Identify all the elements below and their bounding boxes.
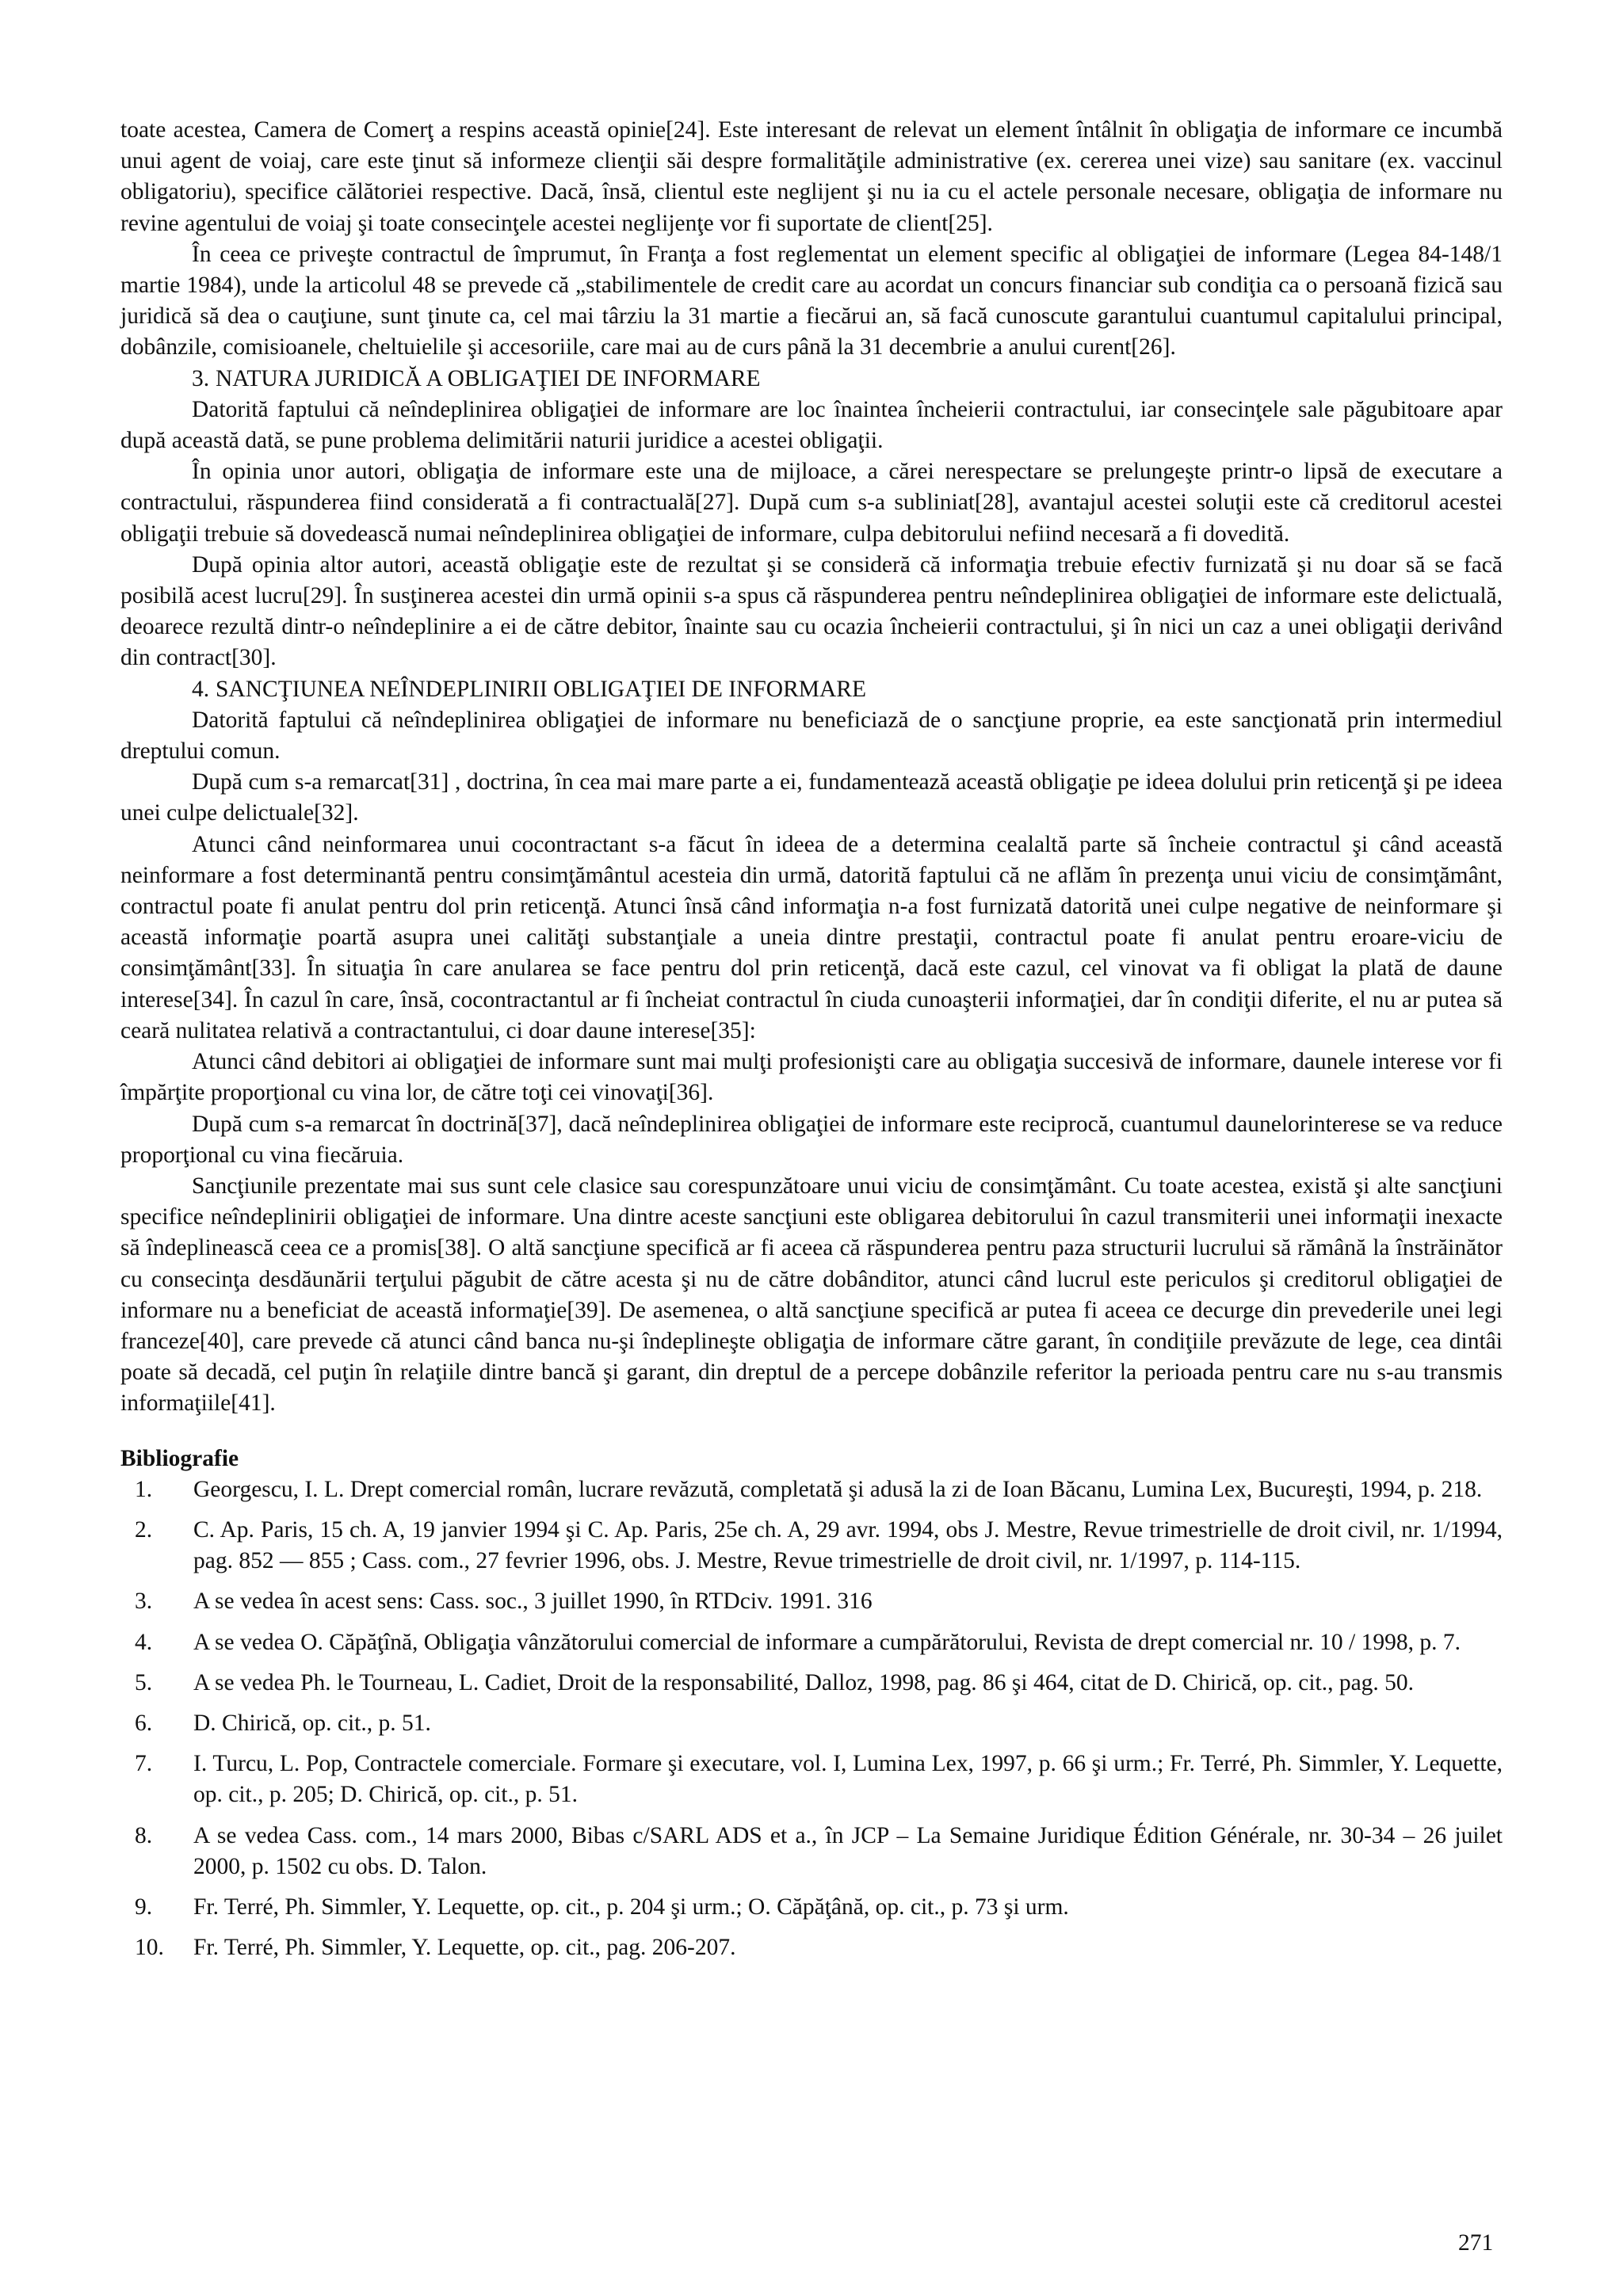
item-number: 3.: [135, 1589, 153, 1615]
item-text: Fr. Terré, Ph. Simmler, Y. Lequette, op. cit., p. 204 şi urm.; O. Căpăţână, op. cit., p. 73 şi urm.: [193, 1894, 1069, 1920]
bibliography-item: [120, 1708, 1503, 1739]
item-text: Fr. Terré, Ph. Simmler, Y. Lequette, op. cit., pag. 206-207.: [193, 1935, 736, 1961]
section-number: 4.: [192, 676, 210, 702]
section-heading-4: [120, 674, 1503, 705]
bibliography-item: [120, 1668, 1503, 1699]
body-paragraph: După cum s-a remarcat în doctrină[37], dacă neîndeplinirea obligaţiei de informare este reciprocă, cuantumul daunelorinterese se va reduce proporţional cu vina fiecăruia.: [120, 1111, 1503, 1168]
item-number: 8.: [135, 1822, 153, 1848]
item-text: C. Ap. Paris, 15 ch. A, 19 janvier 1994 şi C. Ap. Paris, 25e ch. A, 29 avr. 1994, obs J. Mestre, Revue trimestrielle de droit civil, nr. 1/1994, pag. 852 — 855 ; Cass. com., 27 fevrier 1996, obs. J. Mestre, Revue trimestrielle de droit civil, nr. 1/1997, p. 114-115.: [193, 1516, 1503, 1574]
bibliography-item: [120, 1586, 1503, 1617]
body-paragraph: După opinia altor autori, această obligaţie este de rezultat şi se consideră că informaţia trebuie efectiv furnizată şi nu doar să se facă posibilă acest lucru[29]. În susţinerea acestei din urmă opinii s-a spus că răspunderea pentru neîndeplinirea obligaţiei de informare este delictuală, deoarece rezultă dintr-o neîndeplinire a ei de către debitor, înainte sau cu ocazia încheierii contractului, şi în nici un caz a unei obligaţii derivând din contract[30].: [120, 551, 1503, 671]
item-number: 1.: [135, 1476, 153, 1502]
body-paragraph: Sancţiunile prezentate mai sus sunt cele clasice sau corespunzătoare unui viciu de consimţământ. Cu toate acestea, există şi alte sancţiuni specifice neîndeplinirii obligaţiei de informare. Una dintre aceste sancţiuni este obligarea debitorului în cazul transmiterii unei informaţii inexacte să îndeplinească ceea ce a promis[38]. O altă sancţiune specifică ar fi aceea că răspunderea pentru paza structurii lucrului să rămână la înstrăinător cu consecinţa desdăunării terţului păgubit de către acesta şi nu de către dobânditor, atunci când lucrul este periculos şi creditorul obligaţiei de informare nu a beneficiat de această informaţie[39]. De asemenea, o altă sancţiune specifică ar putea fi aceea ce decurge din prevederile unei legi franceze[40], care prevede că atunci când banca nu-şi îndeplineşte obligaţia de informare către garant, în condiţiile prevăzute de lege, cea dintâi poate să decadă, cel puţin în relaţiile dintre bancă şi garant, din dreptul de a percepe dobânzile referitor la perioada pentru care nu s-au transmis informaţiile[41].: [120, 1173, 1503, 1417]
item-number: 5.: [135, 1669, 153, 1695]
bibliography-item: [120, 1821, 1503, 1882]
section-title: SANCŢIUNEA NEÎNDEPLINIRII OBLIGAŢIEI DE INFORMARE: [216, 676, 867, 702]
section-number: 3.: [192, 365, 210, 391]
item-text: A se vedea O. Căpăţînă, Obligaţia vânzătorului comercial de informare a cumpărătorului, Revista de drept comercial nr. 10 / 1998, p. 7.: [193, 1629, 1461, 1655]
bibliography-item: [120, 1749, 1503, 1810]
item-text: D. Chirică, op. cit., p. 51.: [193, 1710, 431, 1736]
item-number: 10.: [135, 1935, 164, 1961]
body-paragraph: Datorită faptului că neîndeplinirea obligaţiei de informare are loc înaintea încheierii contractului, iar consecinţele sale păgubitoare apar după această dată, se pune problema delimitării naturii juridice a acestei obligaţii.: [120, 396, 1503, 454]
body-paragraph: În opinia unor autori, obligaţia de informare este una de mijloace, a cărei nerespectare se prelungeşte printr-o lipsă de executare a contractului, răspunderea fiind considerată a fi contractuală[27]. După cum s-a subliniat[28], avantajul acestei soluţii este că creditorul acestei obligaţii trebuie să dovedească numai neîndeplinirea obligaţiei de informare, culpa debitorului nefiind necesară a fi dovedită.: [120, 459, 1503, 547]
item-number: 7.: [135, 1751, 153, 1777]
body-paragraph: Atunci când neinformarea unui cocontractant s-a făcut în ideea de a determina cealaltă parte să încheie contractul şi când această neinformare a fost determinantă pentru consimţământul acesteia din urmă, datorită faptului că ne aflăm în prezenţa unui viciu de consimţământ, contractul poate fi anulat pentru dol prin reticenţă. Atunci însă când informaţia n-a fost furnizată datorită unei culpe negative de neinformare şi această informaţie poartă asupra unei calităţi substanţiale a uneia dintre prestaţii, contractul poate fi anulat pentru eroare-viciu de consimţământ[33]. În situaţia în care anularea se face pentru dol prin reticenţă, dacă este cazul, cel vinovat va fi obligat la plată de daune interese[34]. În cazul în care, însă, cocontractantul ar fi încheiat contractul în ciuda cunoaşterii informaţiei, dar în condiţii diferite, el nu ar putea să ceară nulitatea relativă a contractantului, ci doar daune interese[35]:: [120, 831, 1503, 1043]
bibliography-item: [120, 1515, 1503, 1577]
section-heading-3: [120, 364, 1503, 395]
body-paragraph: Datorită faptului că neîndeplinirea obligaţiei de informare nu beneficiază de o sancţiune proprie, ea este sancţionată prin intermediul dreptului comun.: [120, 707, 1503, 765]
item-number: 9.: [135, 1894, 153, 1920]
item-text: A se vedea Cass. com., 14 mars 2000, Bibas c/SARL ADS et a., în JCP – La Semaine Juridique Édition Générale, nr. 30-34 – 26 juilet 2000, p. 1502 cu obs. D. Talon.: [193, 1822, 1503, 1879]
bibliography-title: Bibliografie: [120, 1445, 239, 1471]
section-title: NATURA JURIDICĂ A OBLIGAŢIEI DE INFORMARE: [216, 365, 761, 391]
item-text: Georgescu, I. L. Drept comercial român, lucrare revăzută, completată şi adusă la zi de Ioan Băcanu, Lumina Lex, Bucureşti, 1994, p. 218.: [193, 1476, 1483, 1502]
body-paragraph: Atunci când debitori ai obligaţiei de informare sunt mai mulţi profesionişti care au obligaţia succesivă de informare, daunele interese vor fi împărţite proporţional cu vina lor, de către toţi cei vinovaţi[36].: [120, 1049, 1503, 1106]
bibliography-item: [120, 1627, 1503, 1658]
bibliography-item: [120, 1892, 1503, 1923]
bibliography-item: [120, 1932, 1503, 1963]
body-paragraph: toate acestea, Camera de Comerţ a respins această opinie[24]. Este interesant de relevat un element întâlnit în obligaţia de informare ce incumbă unui agent de voiaj, care este ţinut să informeze clienţii săi despre formalităţile administrative (ex. cererea unei vize) sau sanitare (ex. vaccinul obligatoriu), specifice călătoriei respective. Dacă, însă, clientul este neglijent şi nu ia cu el actele personale necesare, obligaţia de informare nu revine agentului de voiaj şi toate consecinţele acestei neglijenţe vor fi suportate de client[25].: [120, 117, 1503, 236]
item-number: 4.: [135, 1629, 153, 1655]
item-number: 6.: [135, 1710, 153, 1736]
item-number: 2.: [135, 1516, 153, 1543]
item-text: A se vedea Ph. le Tourneau, L. Cadiet, Droit de la responsabilité, Dalloz, 1998, pag. 86 şi 464, citat de D. Chirică, op. cit., pag. 50.: [193, 1669, 1415, 1695]
bibliography-item: [120, 1474, 1503, 1505]
body-paragraph: După cum s-a remarcat[31] , doctrina, în cea mai mare parte a ei, fundamentează această obligaţie pe ideea dolului prin reticenţă şi pe ideea unei culpe delictuale[32].: [120, 769, 1503, 826]
bibliography-list: [120, 1474, 1503, 1964]
item-text: A se vedea în acest sens: Cass. soc., 3 juillet 1990, în RTDciv. 1991. 316: [193, 1589, 873, 1615]
item-text: I. Turcu, L. Pop, Contractele comerciale. Formare şi executare, vol. I, Lumina Lex, 1997, p. 66 şi urm.; Fr. Terré, Ph. Simmler, Y. Lequette, op. cit., p. 205; D. Chirică, op. cit., p. 51.: [193, 1751, 1503, 1808]
body-paragraph: În ceea ce priveşte contractul de împrumut, în Franţa a fost reglementat un element specific al obligaţiei de informare (Legea 84-148/1 martie 1984), unde la articolul 48 se prevede că „stabilimentele de credit care au acordat un concurs financiar sub condiţia ca o persoană fizică sau juridică să dea o cauţiune, sunt ţinute ca, cel mai târziu la 31 martie a fiecărui an, să facă cunoscute garantului cuantumul capitalului principal, dobânzile, comisioanele, cheltuielile şi accesoriile, care mai au de curs până la 31 decembrie a anului curent[26].: [120, 241, 1503, 360]
page-number: 271: [1458, 2230, 1494, 2256]
